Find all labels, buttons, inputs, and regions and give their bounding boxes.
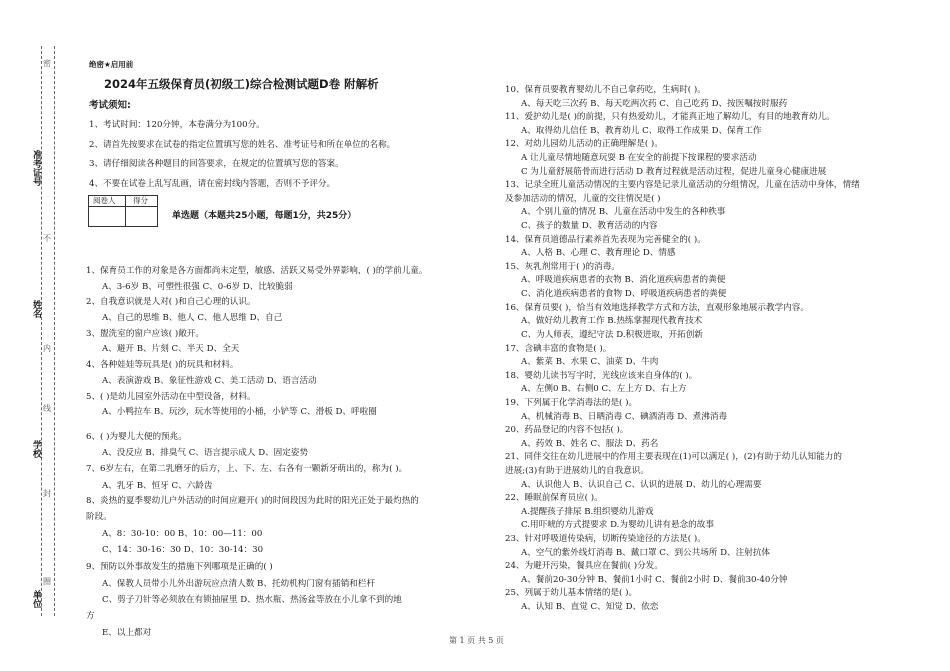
right-options: C、孩子的数量 D、教育活动的内容 bbox=[521, 221, 658, 231]
right-options: A、空气的紫外线灯消毒 B、戴口罩 C、到公共场所 D、注射抗体 bbox=[521, 548, 771, 558]
left-options: A、3-6岁 B、可塑性很强 C、0-6岁 D、比较脆弱 bbox=[102, 282, 293, 292]
left-options: A、保教人员带小儿外出游玩应点清人数 B、托幼机构门窗有插销和栏杆 bbox=[102, 579, 376, 589]
right-options: A、每天吃三次药 B、每天吃两次药 C、自己吃药 D、按医嘱按时服药 bbox=[521, 99, 788, 109]
margin-label-name: 姓名 bbox=[31, 300, 41, 318]
left-question: 6、( )为婴儿大便的预兆。 bbox=[86, 432, 187, 442]
right-options: A.提醒孩子排尿 B.组织婴幼儿游戏 bbox=[521, 507, 654, 517]
left-question: 方 bbox=[86, 611, 95, 621]
margin-mark-feng: 封 bbox=[43, 489, 51, 498]
right-question: 14、保育员道德品行素养首先表现为完善健全的( )。 bbox=[505, 235, 706, 245]
left-options: A、小鸭拉车 B、玩沙，玩水等使用的小桶，小铲等 C、滑板 D、呼啦圈 bbox=[102, 407, 377, 417]
margin-label-exam-id: 准考证号 bbox=[31, 150, 41, 186]
right-options: A、认知 B、直觉 C、知觉 D、依恋 bbox=[521, 602, 659, 612]
seal-line-right bbox=[54, 46, 55, 616]
right-options: A、紫菜 B、水果 C、油菜 D、牛肉 bbox=[521, 357, 659, 367]
left-question: 9、预防以外事故发生的措施下列哪项是正确的( ) bbox=[86, 562, 273, 572]
right-options: A、餐前20-30分钟 B、餐前1小时 C、餐前2小时 D、餐前30-40分钟 bbox=[521, 575, 788, 585]
left-options: A、乳牙 B、恒牙 C、六龄齿 bbox=[102, 481, 213, 491]
margin-mark-mi: 密 bbox=[43, 59, 51, 68]
left-question: 8、炎热的夏季婴幼儿户外活动的时间应避开( )的时间段因为此时的阳光正处于最灼热的 bbox=[86, 496, 419, 506]
right-options: A、左侧0 B、右侧0 C、左上方 D、右上方 bbox=[521, 384, 687, 394]
left-question: 3、盥洗室的窗户应该( )敞开。 bbox=[86, 329, 205, 339]
right-question: 23、针对呼吸道传染病，切断传染途径的方法是( )。 bbox=[505, 534, 706, 544]
notice-heading: 考试须知: bbox=[89, 100, 131, 111]
seal-line-left bbox=[41, 46, 42, 616]
left-options: C、14：30-16：30 D、10：30-14：30 bbox=[102, 545, 264, 555]
left-options: A、没反应 B、排臭气 C、语言提示成人 D、固定姿势 bbox=[102, 448, 309, 458]
left-question: 1、保育员工作的对象是各方面都尚未定型，敏感、活跃又易受外界影响，( )的学前儿童。 bbox=[86, 266, 428, 276]
right-options: A、药效 B、姓名 C、服法 D、药名 bbox=[521, 439, 659, 449]
margin-label-unit: 单位 bbox=[31, 590, 41, 608]
left-options: A、表演游戏 B、象征性游戏 C、美工活动 D、语言活动 bbox=[102, 376, 317, 386]
right-options: C.用吓唬的方式提要求 D.为婴幼儿讲有悬念的故事 bbox=[521, 520, 714, 530]
right-options: A、呼吸道疾病患者的衣物 B、消化道疾病患者的粪便 bbox=[521, 275, 726, 285]
notice-item: 2、请首先按要求在试卷的指定位置填写您的姓名、准考证号和所在单位的名称。 bbox=[89, 140, 396, 150]
left-question: 5、( )是幼儿园室外活动在中型设备，材料。 bbox=[86, 392, 256, 402]
left-options: A、8：30-10：00 B、10：00—11：00 bbox=[102, 529, 263, 539]
margin-mark-quan: 圈 bbox=[43, 577, 51, 586]
left-options: A、自己的思维 B、他人 C、他人思维 D、自己 bbox=[102, 313, 283, 323]
notice-item: 4、不要在试卷上乱写乱画，请在密封线内答题，否则不予评分。 bbox=[89, 179, 336, 189]
section-heading: 单选题（本题共25小题，每题1分，共25分） bbox=[172, 211, 357, 221]
right-options: A、认识他人 B、认识自己 C、认识的进展 D、幼儿的心理需要 bbox=[521, 480, 762, 490]
right-question: 12、对幼儿园幼儿活动的正确理解是( )。 bbox=[505, 139, 663, 149]
right-options: A 让儿童尽情地随意玩耍 B 在安全的前提下按课程的要求活动 bbox=[521, 153, 757, 163]
score-box-divider-v bbox=[125, 196, 126, 226]
page-title: 2024年五级保育员(初级工)综合检测试题D卷 附解析 bbox=[104, 77, 379, 91]
right-options: C、为人师表，遵纪守法 D.积极进取，开拓创新 bbox=[521, 330, 703, 340]
right-question: 20、药品登记的内容不包括( )。 bbox=[505, 425, 629, 435]
left-options: C、剪子刀针等必须放在有锁抽屉里 D、热水瓶、热汤盆等放在小儿拿不到的地 bbox=[102, 595, 402, 605]
score-box-divider-h bbox=[89, 206, 157, 207]
right-question: 11、爱护幼儿是( )的前提，只有热爱幼儿，才能真正地了解幼儿，有目的地教育幼儿。 bbox=[505, 112, 835, 122]
left-question: 阶段。 bbox=[86, 512, 112, 522]
margin-mark-bu: 不 bbox=[43, 234, 51, 243]
margin-mark-xian: 线 bbox=[43, 404, 51, 413]
right-options: C 为儿童舒展筋骨而进行活动 D 教育过程就是活动过程，促进儿童身心健康进展 bbox=[521, 167, 827, 177]
margin-label-school: 学校 bbox=[31, 440, 41, 458]
right-question: 21、同伴交往在幼儿进展中的作用主要表现在(1)可以满足( )，(2)有助于幼儿认知能力的 bbox=[505, 452, 842, 462]
right-question: 10、保育员要教育婴幼儿不自己拿药吃，生病时( )。 bbox=[505, 85, 706, 95]
left-question: 2、自我意识就是人对( )和自己心理的认识。 bbox=[86, 297, 256, 307]
right-question: 15、灰乳剂常用于( )的消毒。 bbox=[505, 262, 620, 272]
left-options: E、以上都对 bbox=[102, 628, 152, 638]
right-options: A、取得幼儿信任 B、教育幼儿 C、取得工作成果 D、保育工作 bbox=[521, 126, 762, 136]
right-question: 16、保育员要( )，恰当有效地选择教学方式和方法，直观形象地展示教学内容。 bbox=[505, 303, 809, 313]
notice-item: 1、考试时间：120分钟，本卷满分为100分。 bbox=[89, 120, 265, 130]
right-question: 24、为避开污染，餐具应在餐前( )分发。 bbox=[505, 561, 663, 571]
right-question: 19、下列属于化学消毒法的是( )。 bbox=[505, 398, 638, 408]
right-options: A、机械消毒 B、日晒消毒 C、碘酒消毒 D、煮沸消毒 bbox=[521, 412, 728, 422]
left-question: 4、各种娃娃等玩具是( )的玩具和材料。 bbox=[86, 360, 239, 370]
notice-item: 3、请仔细阅读各种题目的回答要求，在规定的位置填写您的答案。 bbox=[89, 159, 344, 169]
page-footer: 第 1 页 共 5 页 bbox=[449, 636, 504, 645]
right-question: 17、含碘丰富的食物是( )。 bbox=[505, 344, 612, 354]
right-question: 及参加活动的情况，儿童的交往情况是( ) bbox=[505, 194, 661, 204]
score-box-score-label: 得分 bbox=[133, 196, 148, 205]
right-question: 22、睡眠前保育员应( )。 bbox=[505, 493, 603, 503]
right-question: 25、列属于幼儿基本情绪的是( )。 bbox=[505, 588, 638, 598]
right-options: C、消化道疾病患者的食物 D、呼吸道疾病患者的粪便 bbox=[521, 289, 727, 299]
right-options: A、个别儿童的情况 B、儿童在活动中发生的各种秩事 bbox=[521, 207, 726, 217]
right-question: 18、婴幼儿读书写字时，光线应该来自身体的( )。 bbox=[505, 371, 698, 381]
right-options: A、做好幼儿教育工作 B.热练掌握现代教育技术 bbox=[521, 316, 703, 326]
right-options: A、人格 B、心理 C、教育理论 D、情感 bbox=[521, 248, 676, 258]
left-question: 7、6岁左右，在第二乳磨牙的后方，上、下、左、右各有一颗新牙萌出的，称为( )。 bbox=[86, 464, 408, 474]
score-box-reviewer-label: 阅卷人 bbox=[93, 196, 116, 205]
right-question: 进展;(3)有助于进展幼儿的自我意识。 bbox=[505, 466, 649, 476]
left-options: A、避开 B、片刻 C、半天 D、全天 bbox=[102, 344, 240, 354]
secret-label: 绝密★启用前 bbox=[89, 60, 134, 69]
right-question: 13、记录全班儿童活动情况的主要内容是记录儿童活动的分组情况，儿童在活动中身体，情绪 bbox=[505, 180, 860, 190]
score-box bbox=[88, 195, 158, 227]
margin-mark-nei: 内 bbox=[43, 344, 51, 353]
